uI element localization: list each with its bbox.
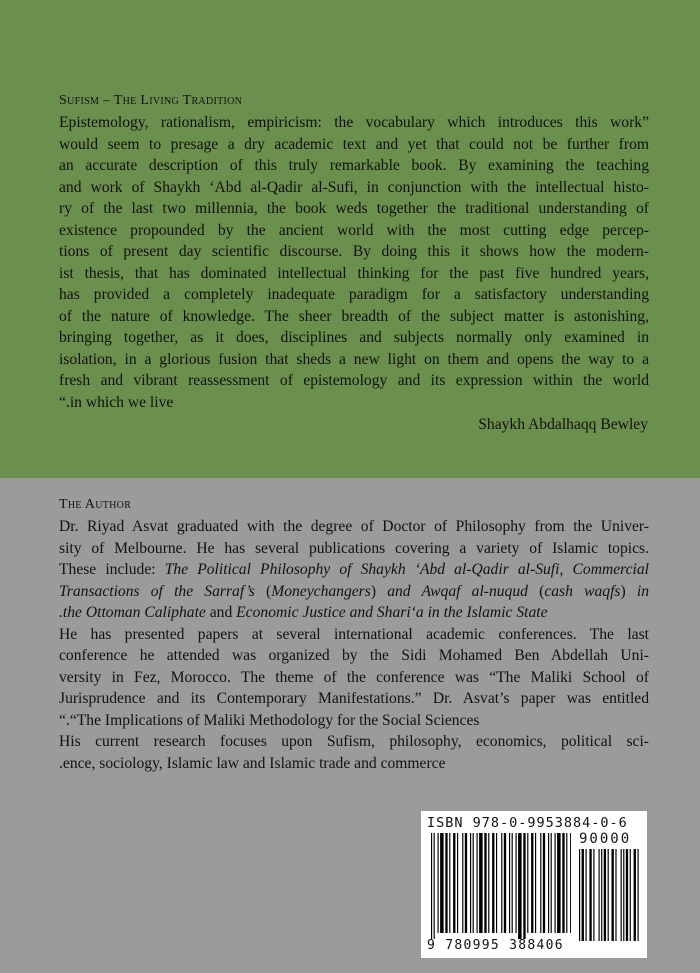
addon-barcode-bars	[579, 849, 641, 941]
barcode-bar	[434, 833, 435, 939]
author-line: Dr. Riyad Asvat graduated with the degree of Doctor of Philosophy from the Univer-	[59, 518, 649, 535]
conference-line: versity in Fez, Morocco. The theme of the conference was “The Maliki School of	[59, 668, 649, 686]
pub-paren: )	[620, 582, 626, 600]
barcode-bar	[531, 833, 533, 933]
barcode-bar	[438, 833, 439, 933]
ean-barcode-bars	[431, 833, 571, 939]
barcode-bar	[638, 849, 639, 941]
pub-paren: )	[370, 582, 377, 600]
barcode-bar	[470, 833, 471, 933]
review-line: Epistemology, rationalism, empiricism: the vocabulary which introduces this work”	[59, 114, 649, 131]
research-line: His current research focuses upon Sufism, philosophy, economics, political sci-	[59, 733, 649, 750]
publication-title: .the Ottoman Caliphate	[59, 604, 206, 621]
pub-paren: (	[527, 582, 545, 600]
barcode-bar	[535, 833, 536, 933]
author-bio	[59, 516, 649, 774]
barcode-bar	[579, 849, 580, 941]
review-line: of the nature of knowledge. The sheer breadth of the subject matter is astonishing,	[59, 307, 649, 325]
barcode-bar	[488, 833, 489, 933]
barcode-bar	[566, 833, 567, 933]
barcode-bar	[589, 849, 591, 941]
review-line: ist thesis, that has dominated intellectual thinking for the past five hundred years,	[59, 264, 649, 282]
author-heading: The Author	[59, 497, 132, 512]
review-line: tions of present day scientific discourse. By doing this it shows how the modern-	[59, 243, 649, 260]
barcode-bar	[551, 833, 552, 933]
barcode-bar	[626, 849, 628, 941]
publication-title: Commercial	[572, 561, 650, 578]
isbn-label: ISBN 978-0-9953884-0-6	[427, 815, 628, 831]
conference-line: He has presented papers at several international academic conferences. The last	[59, 625, 649, 643]
isbn-barcode	[421, 811, 647, 958]
review-text	[59, 112, 649, 413]
barcode-bar	[630, 849, 631, 941]
pubs-intro: These include:	[59, 561, 165, 578]
barcode-bar	[615, 849, 616, 941]
barcode-bar	[593, 849, 594, 941]
barcode-bar	[453, 833, 455, 933]
research-line: .ence, sociology, Islamic law and Islamic trade and commerce	[59, 754, 446, 772]
barcode-bar	[465, 833, 467, 933]
barcode-bar	[445, 833, 447, 933]
conference-line: conference he attended was organized by the Sidi Mohamed Ben Abdellah Uni-	[59, 647, 649, 664]
review-line: “.in which we live	[59, 393, 174, 411]
barcode-bar	[518, 833, 522, 939]
barcode-bar	[586, 849, 587, 941]
barcode-bar	[555, 833, 556, 933]
barcode-bar	[431, 833, 432, 939]
barcode-bar	[473, 833, 474, 933]
barcode-bar	[462, 833, 463, 933]
publication-title: The Political Philosophy of Shaykh ‘Abd al-Qadir al-Sufi	[164, 561, 560, 578]
barcode-bar	[496, 833, 497, 933]
publication-title: and Awqaf al-nuqud	[376, 582, 528, 600]
barcode-bar	[479, 833, 483, 933]
barcode-bar	[457, 833, 458, 933]
conference-line: “.“The Implications of Maliki Methodology for the Social Sciences	[59, 711, 480, 729]
barcode-bar	[440, 833, 444, 933]
publication-title: in	[625, 582, 649, 600]
publications-line	[59, 559, 649, 581]
author-line: sity of Melbourne. He has several publications covering a variety of Islamic topics.	[59, 539, 649, 557]
review-heading: Sufism – The Living Tradition	[59, 93, 243, 108]
barcode-bar	[621, 849, 622, 941]
review-line: and work of Shaykh ‘Abd al-Qadir al-Sufi, in conjunction with the intellectual histo-	[59, 178, 649, 196]
barcode-bar	[623, 849, 624, 941]
barcode-bar	[477, 833, 478, 933]
review-line: would seem to presage a dry academic text and yet that could not be further from	[59, 135, 649, 153]
price-code: 90000	[579, 831, 632, 847]
publications-line	[59, 581, 649, 603]
barcode-bar	[540, 833, 541, 933]
barcode-bar	[604, 849, 606, 941]
barcode-bar	[449, 833, 450, 933]
barcode-bar	[527, 833, 528, 933]
pub-separator: ,	[559, 561, 573, 578]
review-line: isolation, in a glorious fusion that sheds a new light on them and opens the way to a	[59, 350, 649, 368]
barcode-bar	[501, 833, 502, 933]
barcode-bar	[548, 833, 549, 933]
barcode-bar	[599, 849, 600, 941]
barcode-bar	[557, 833, 561, 933]
publication-title: Economic Justice and Shari‘a in the Islamic State	[236, 604, 548, 621]
review-line: existence propounded by the ancient world with the most cutting edge percep-	[59, 221, 649, 239]
review-line: has provided a completely inadequate paradigm for a satisfactory understanding	[59, 286, 649, 303]
review-line: an accurate description of this truly remarkable book. By examining the teaching	[59, 157, 649, 174]
barcode-bar	[543, 833, 545, 933]
barcode-bar	[601, 849, 602, 941]
pub-separator: and	[205, 604, 237, 621]
barcode-bar	[570, 833, 571, 933]
barcode-bar	[634, 849, 636, 941]
publication-title: cash waqfs	[544, 582, 621, 600]
barcode-bar	[509, 833, 510, 933]
conference-line: Jurisprudence and its Contemporary Manifestations.” Dr. Asvat’s paper was entitled	[59, 690, 649, 707]
barcode-bar	[562, 833, 564, 933]
review-byline: Shaykh Abdalhaqq Bewley	[478, 416, 648, 433]
publication-title: Transactions of the Sarraf’s	[59, 582, 255, 600]
barcode-bar	[484, 833, 486, 933]
ean-digits: 9 780995 388406	[427, 938, 564, 953]
barcode-bar	[523, 833, 525, 939]
review-line: ry of the last two millennia, the book weds together the traditional understanding of	[59, 200, 649, 217]
barcode-bar	[612, 849, 614, 941]
barcode-bar	[608, 849, 609, 941]
publications-line	[59, 602, 649, 624]
barcode-bar	[504, 833, 506, 933]
pub-paren: (	[254, 582, 272, 600]
publication-title: Moneychangers	[271, 582, 371, 600]
barcode-bar	[512, 833, 513, 933]
review-line: fresh and vibrant reassessment of epistemology and its expression within the world	[59, 372, 649, 389]
review-line: bringing together, as it does, disciplines and subjects normally only examined in	[59, 329, 649, 346]
barcode-bar	[516, 833, 517, 933]
barcode-bar	[582, 849, 584, 941]
barcode-bar	[492, 833, 494, 933]
